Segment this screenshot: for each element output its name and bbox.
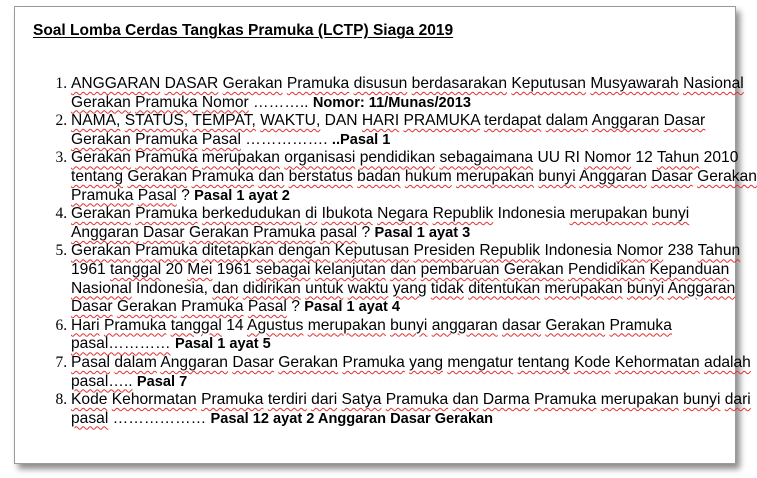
question-text: Kode Kehormatan Pramuka terdiri dari Satya Pramuka dan Darma Pramuka merupakan bunyi dari pasal ……………… <box>71 391 751 427</box>
question-list <box>33 75 757 428</box>
question-item <box>71 317 757 354</box>
question-item <box>71 75 757 112</box>
question-text: Gerakan Pramuka merupakan organisasi pendidikan sebagaimana UU RI Nomor 12 Tahun 2010 tentang Gerakan Pramuka dan berstatus badan hukum merupakan bunyi Anggaran Dasar Gerakan Pramuka Pasal ? <box>71 149 757 204</box>
question-text: Gerakan Pramuka berkedudukan di Ibukota Negara Republik Indonesia merupakan bunyi Anggaran Dasar Gerakan Pramuka pasal ? <box>71 205 690 241</box>
document-page <box>14 6 757 464</box>
question-text: Pasal dalam Anggaran Dasar Gerakan Pramuka yang mengatur tentang Kode Kehormatan adalah pasal….. <box>71 353 751 390</box>
question-item <box>71 205 757 242</box>
question-item <box>71 391 757 428</box>
question-item <box>71 242 757 316</box>
question-text: Gerakan Pramuka ditetapkan dengan Keputusan Presiden Republik Indonesia Nomor 238 Tahun 1961 tanggal 20 Mei 1961 sebagai kelanjutan dan pembaruan Gerakan Pendidikan Kepanduan Nasional Indonesia, dan didirikan untuk waktu yang tidak ditentukan merupakan bunyi Anggaran Dasar Gerakan Pramuka Pasal ? <box>71 242 741 316</box>
answer-text: Pasal 1 ayat 3 <box>374 224 471 241</box>
answer-text: Pasal 1 ayat 4 <box>304 299 400 316</box>
answer-text: Pasal 7 <box>136 373 188 390</box>
question-text: Hari Pramuka tanggal 14 Agustus merupakan bunyi anggaran dasar Gerakan Pramuka pasal………… <box>71 316 672 353</box>
answer-text: ..Pasal 1 <box>331 131 391 148</box>
question-text: NAMA, STATUS, TEMPAT, WAKTU, DAN HARI PRAMUKA terdapat dalam Anggaran Dasar Gerakan Pramuka Pasal ……………. <box>71 112 706 148</box>
document-title: Soal Lomba Cerdas Tangkas Pramuka (LCTP) Siaga 2019 <box>33 22 454 39</box>
answer-text: Pasal 12 ayat 2 Anggaran Dasar Gerakan <box>210 410 494 427</box>
answer-text: Pasal 1 ayat 2 <box>194 187 290 204</box>
question-item <box>71 112 757 149</box>
question-item <box>71 149 757 205</box>
question-text: ANGGARAN DASAR Gerakan Pramuka disusun berdasarakan Keputusan Musyawarah Nasional Gerakan Pramuka Nomor ……….. <box>71 75 744 111</box>
question-item <box>71 354 757 391</box>
answer-text: Pasal 1 ayat 5 <box>175 336 271 353</box>
answer-text: Nomor: 11/Munas/2013 <box>312 94 472 111</box>
